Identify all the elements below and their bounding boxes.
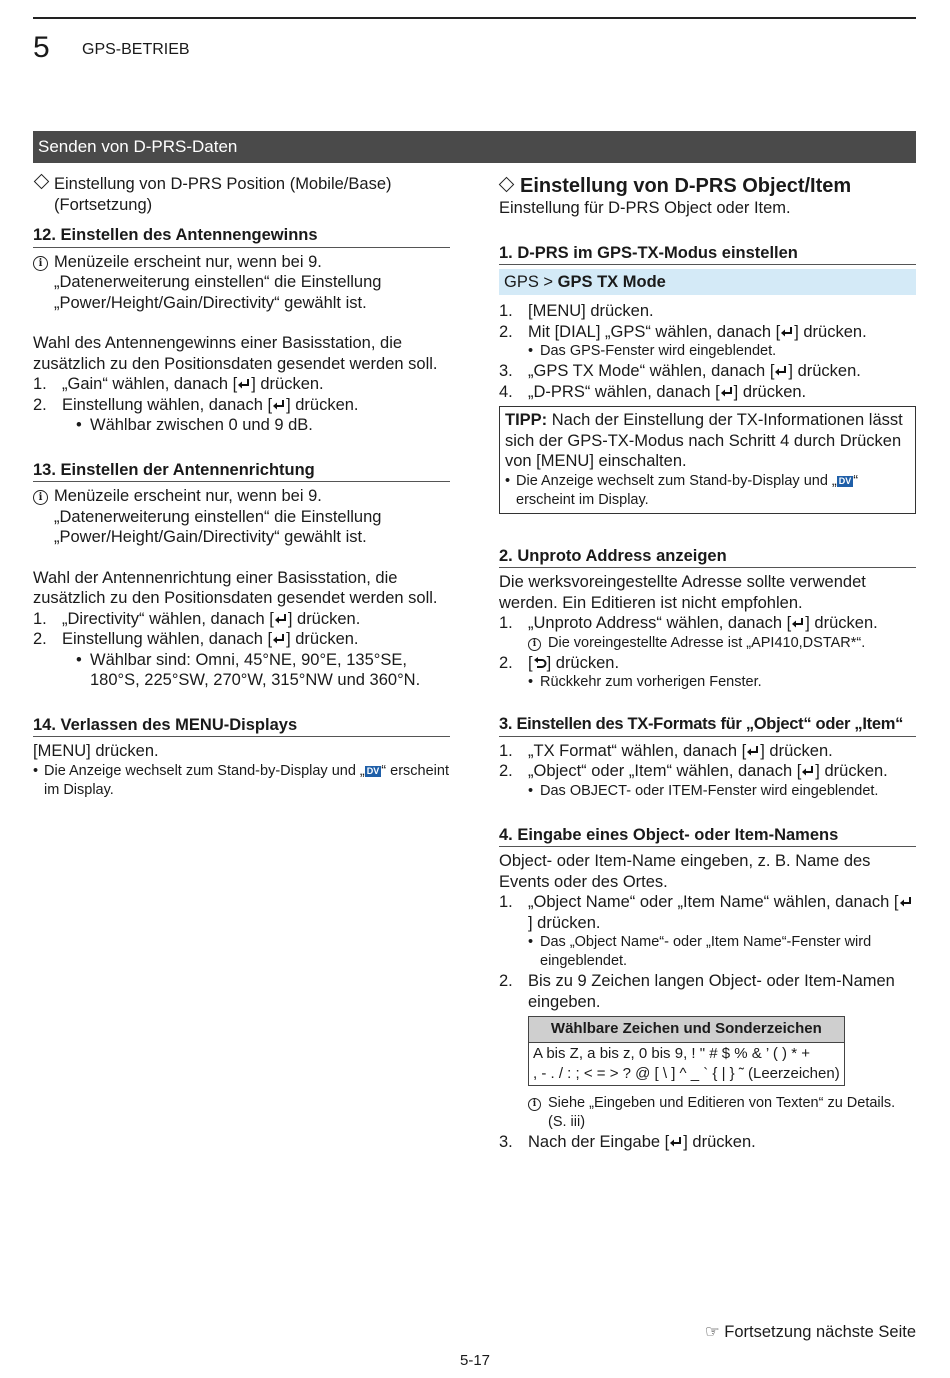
enter-key-icon: [791, 616, 805, 630]
characters-row-2: , - . / : ; < = > ? @ [ \ ] ^ _ ` { | } ˜ (Leerzeichen): [533, 1064, 840, 1082]
object-item-subtitle: Einstellung für D-PRS Object oder Item.: [499, 199, 791, 217]
heading-unproto: 2. Unproto Address anzeigen: [499, 546, 916, 569]
info-icon: i: [33, 256, 48, 271]
direction-options-bullet: • Wählbar sind: Omni, 45°NE, 90°E, 135°SE, 180°S, 225°SW, 270°W, 315°NW und 360°N.: [76, 650, 421, 689]
object-name-step-1: 1. „Object Name“ oder „Item Name“ wählen, danach [] drücken.: [499, 892, 916, 933]
left-column: [33, 174, 450, 800]
tx-mode-step-1: 1. [MENU] drücken.: [499, 302, 654, 320]
back-key-icon: [533, 656, 547, 670]
top-rule: [33, 17, 916, 19]
object-name-step-1-bullet: • Das „Object Name“- oder „Item Name“-Fenster wird eingeblendet.: [528, 934, 872, 969]
tx-mode-step-2: 2. Mit [DIAL] „GPS“ wählen, danach [ ] drücken.: [499, 322, 867, 341]
chapter-number: 5: [33, 31, 50, 64]
gain-step-2: 2. Einstellung wählen, danach [ ] drücken.: [33, 395, 359, 414]
exit-menu-text: [MENU] drücken.: [33, 742, 159, 760]
chapter-title: GPS-BETRIEB: [82, 41, 190, 58]
heading-antenna-gain: 12. Einstellen des Antennengewinns: [33, 225, 450, 248]
info-icon: i: [33, 490, 48, 505]
unproto-step-1: 1. „Unproto Address“ wählen, danach [ ] drücken.: [499, 614, 878, 632]
tx-mode-step-3: 3. „GPS TX Mode“ wählen, danach [ ] drücken.: [499, 362, 861, 380]
enter-key-icon: [780, 325, 794, 339]
right-column: [499, 174, 916, 1152]
page-number: 5-17: [459, 1352, 491, 1369]
characters-table-header: Wählbare Zeichen und Sonderzeichen: [529, 1017, 845, 1043]
gain-step-1: 1. „Gain“ wählen, danach [ ] drücken.: [33, 375, 324, 393]
intro-line: Einstellung von D-PRS Position (Mobile/Base) (Fortsetzung): [33, 174, 450, 215]
heading-antenna-direction: 13. Einstellen der Antennenrichtung: [33, 460, 450, 483]
section-title-bar: Senden von D-PRS-Daten: [33, 131, 916, 163]
diamond-icon: [34, 174, 50, 190]
direction-step-1: 1. „Directivity“ wählen, danach [ ] drücken.: [33, 609, 361, 628]
characters-row-1: A bis Z, a bis z, 0 bis 9, ! " # $ % & ’ ( ) * +: [533, 1044, 810, 1062]
unproto-default-note: i Die voreingestellte Adresse ist „API410,DSTAR*“.: [499, 634, 916, 653]
unproto-step-2: 2. [ ] drücken.: [499, 653, 620, 672]
object-name-step-3: 3. Nach der Eingabe [ ] drücken.: [499, 1132, 756, 1151]
heading-tx-format: 3. Einstellen des TX-Formats für „Object“ oder „Item“: [499, 714, 916, 737]
direction-step-2: 2. Einstellung wählen, danach [ ] drücken.: [33, 630, 359, 648]
heading-gps-tx-mode: 1. D-PRS im GPS-TX-Modus einstellen: [499, 243, 916, 266]
tx-mode-step-4: 4. „D-PRS“ wählen, danach [ ] drücken.: [499, 382, 807, 401]
heading-exit-menu: 14. Verlassen des MENU-Displays: [33, 715, 450, 738]
direction-description: Wahl der Antennenrichtung einer Basisstation, die zusätzlich zu den Positionsdaten gesendet werden soll.: [33, 568, 438, 607]
enter-key-icon: [237, 377, 251, 391]
note-direction: i Menüzeile erscheint nur, wenn bei 9. „Datenerweiterung einstellen“ die Einstellung „Power/Height/Gain/Directivity“ gewählt ist.: [33, 486, 450, 548]
exit-menu-note: • Die Anzeige wechselt zum Stand-by-Display und „ DV “ erscheint im Display.: [33, 762, 449, 798]
enter-key-icon: [746, 744, 760, 758]
enter-key-icon: [801, 764, 815, 778]
dv-gps-icon: DV: [366, 765, 380, 776]
gain-range-bullet: • Wählbar zwischen 0 und 9 dB.: [76, 416, 313, 434]
enter-key-icon: [774, 364, 788, 378]
tip-note: • Die Anzeige wechselt zum Stand-by-Display und „ DV “ erscheint im Display.: [505, 472, 859, 508]
heading-object-name: 4. Eingabe eines Object- oder Item-Namens: [499, 825, 916, 848]
enter-key-icon: [720, 385, 734, 399]
tx-format-step-2-bullet: • Das OBJECT- oder ITEM-Fenster wird eingeblendet.: [528, 782, 879, 799]
continued-next-page: ☞ Fortsetzung nächste Seite: [704, 1323, 916, 1341]
text-editing-note: i Siehe „Eingeben und Editieren von Texten“ zu Details. (S. iii): [499, 1094, 916, 1132]
object-name-step-2: 2. Bis zu 9 Zeichen langen Object- oder Item-Namen eingeben.: [499, 972, 895, 1011]
enter-key-icon: [669, 1135, 683, 1149]
characters-table: [528, 1016, 845, 1086]
tip-box: TIPP: Nach der Einstellung der TX-Informationen lässt sich der GPS-TX-Modus nach Schritt 4 durch Drücken von [MENU] einschalten. • Die Anzeige wechselt zum Stand-by-Display und „ DV “ erscheint im Display.: [499, 406, 916, 514]
unproto-step-2-bullet: • Rückkehr zum vorherigen Fenster.: [528, 674, 762, 690]
enter-key-icon: [272, 632, 286, 646]
enter-key-icon: [274, 612, 288, 626]
enter-key-icon: [272, 398, 286, 412]
enter-key-icon: [899, 895, 913, 909]
tx-format-step-2: 2. „Object“ oder „Item“ wählen, danach [ ] drücken.: [499, 762, 888, 780]
object-item-heading: Einstellung von D-PRS Object/Item: [499, 174, 916, 198]
tx-format-step-1: 1. „TX Format“ wählen, danach [ ] drücken.: [499, 741, 833, 760]
menu-path: GPS > GPS TX Mode: [499, 269, 916, 295]
object-name-description: Object- oder Item-Name eingeben, z. B. Name des Events oder des Ortes.: [499, 852, 871, 891]
info-icon: i: [528, 638, 541, 651]
tx-mode-step-2-bullet: • Das GPS-Fenster wird eingeblendet.: [528, 343, 777, 359]
dv-gps-icon: DV: [838, 475, 852, 486]
info-icon: i: [528, 1098, 541, 1111]
unproto-description: Die werksvoreingestellte Adresse sollte verwendet werden. Ein Editieren ist nicht empfohlen.: [499, 573, 866, 612]
note-gain: i Menüzeile erscheint nur, wenn bei 9. „Datenerweiterung einstellen“ die Einstellung „Power/Height/Gain/Directivity“ gewählt ist.: [33, 252, 450, 314]
diamond-icon: [499, 177, 515, 193]
gain-description: Wahl des Antennengewinns einer Basisstation, die zusätzlich zu den Positionsdaten gesendet werden soll.: [33, 334, 438, 373]
